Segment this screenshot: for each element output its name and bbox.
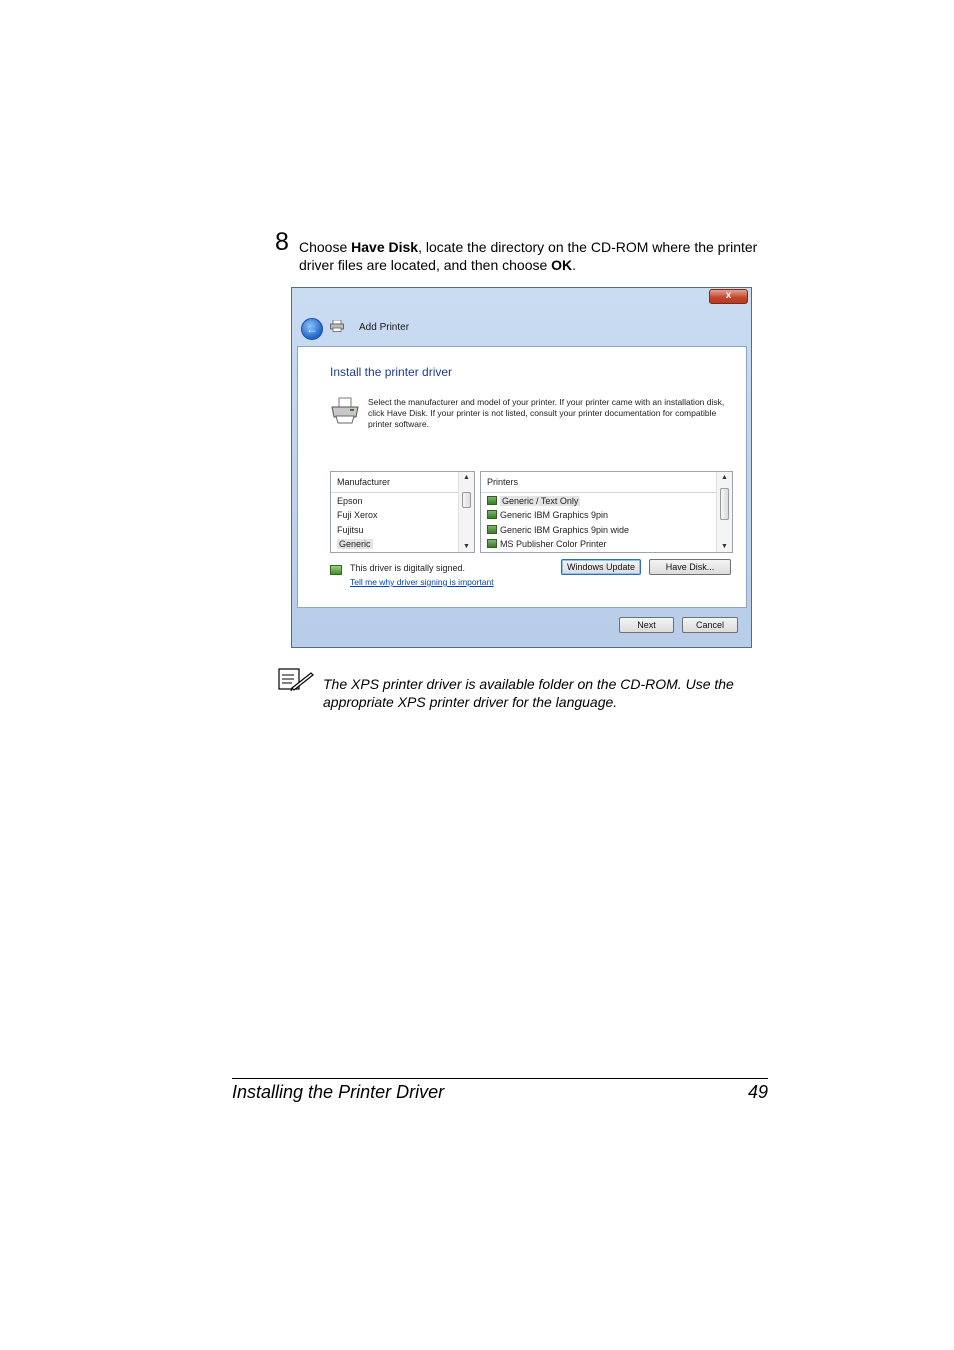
note-pencil-icon: [278, 668, 314, 692]
scroll-up-icon[interactable]: ▲: [721, 474, 728, 481]
close-button[interactable]: x: [709, 289, 748, 304]
ok-emphasis: OK: [551, 257, 573, 273]
printer-icon: [330, 397, 360, 425]
manufacturer-header: Manufacturer: [331, 472, 458, 493]
printers-items: [481, 494, 716, 552]
have-disk-button[interactable]: Have Disk...: [649, 559, 731, 575]
signed-driver-icon: [330, 565, 342, 575]
list-item[interactable]: MS Publisher Color Printer: [481, 537, 716, 551]
printer-icon: [330, 320, 344, 332]
page-heading: Install the printer driver: [330, 365, 453, 379]
printer-driver-icon: [487, 539, 497, 548]
manufacturer-scrollbar[interactable]: [458, 472, 474, 552]
page-number: 49: [747, 1082, 768, 1102]
list-item[interactable]: Fujitsu: [337, 524, 364, 535]
driver-signing-link[interactable]: Tell me why driver signing is important: [350, 577, 494, 587]
list-item[interactable]: Generic IBM Graphics 9pin wide: [481, 523, 716, 537]
printers-header: Printers: [481, 472, 716, 493]
note-text: The XPS printer driver is available folder on the CD-ROM. Use the appropriate XPS printer driver for the language.: [323, 676, 734, 710]
window-title: Add Printer: [359, 322, 410, 333]
description-text: Select the manufacturer and model of your printer. If your printer came with an installation disk, click Have Disk. If your printer is not listed, consult your printer documentation for compatible printer software.: [368, 397, 725, 429]
list-item[interactable]: Fuji Xerox: [337, 510, 378, 521]
scroll-up-icon[interactable]: ▲: [463, 474, 470, 481]
list-item-selected[interactable]: Generic: [339, 539, 371, 550]
printers-scrollbar[interactable]: [716, 472, 732, 552]
have-disk-emphasis: Have Disk: [351, 239, 419, 255]
windows-update-button[interactable]: Windows Update: [561, 559, 641, 575]
step-number: 8: [275, 228, 289, 256]
printer-driver-icon: [487, 496, 497, 505]
back-arrow-icon[interactable]: ←: [301, 318, 323, 340]
manufacturer-listbox[interactable]: [330, 471, 475, 553]
dialog-content: [297, 346, 747, 608]
list-item[interactable]: Generic IBM Graphics 9pin: [481, 508, 716, 522]
manufacturer-items: [331, 494, 458, 552]
scroll-down-icon[interactable]: ▼: [721, 543, 728, 550]
list-item-selected[interactable]: Generic / Text Only: [481, 494, 716, 508]
add-printer-dialog: [291, 287, 752, 648]
cancel-button[interactable]: Cancel: [682, 617, 738, 633]
scroll-thumb[interactable]: [462, 492, 471, 508]
printers-listbox[interactable]: [480, 471, 733, 553]
printer-driver-icon: [487, 510, 497, 519]
next-button[interactable]: Next: [619, 617, 674, 633]
list-item[interactable]: Epson: [337, 496, 363, 506]
scroll-down-icon[interactable]: ▼: [463, 543, 470, 550]
footer-rule: [232, 1078, 768, 1079]
printer-driver-icon: [487, 525, 497, 534]
step-instruction: Choose Have Disk, locate the directory on the CD-ROM where the printer driver files are located, and then choose OK.: [299, 239, 758, 273]
scroll-thumb[interactable]: [720, 488, 729, 520]
signed-status-text: This driver is digitally signed.: [350, 563, 466, 573]
footer-title: Installing the Printer Driver: [232, 1082, 445, 1102]
